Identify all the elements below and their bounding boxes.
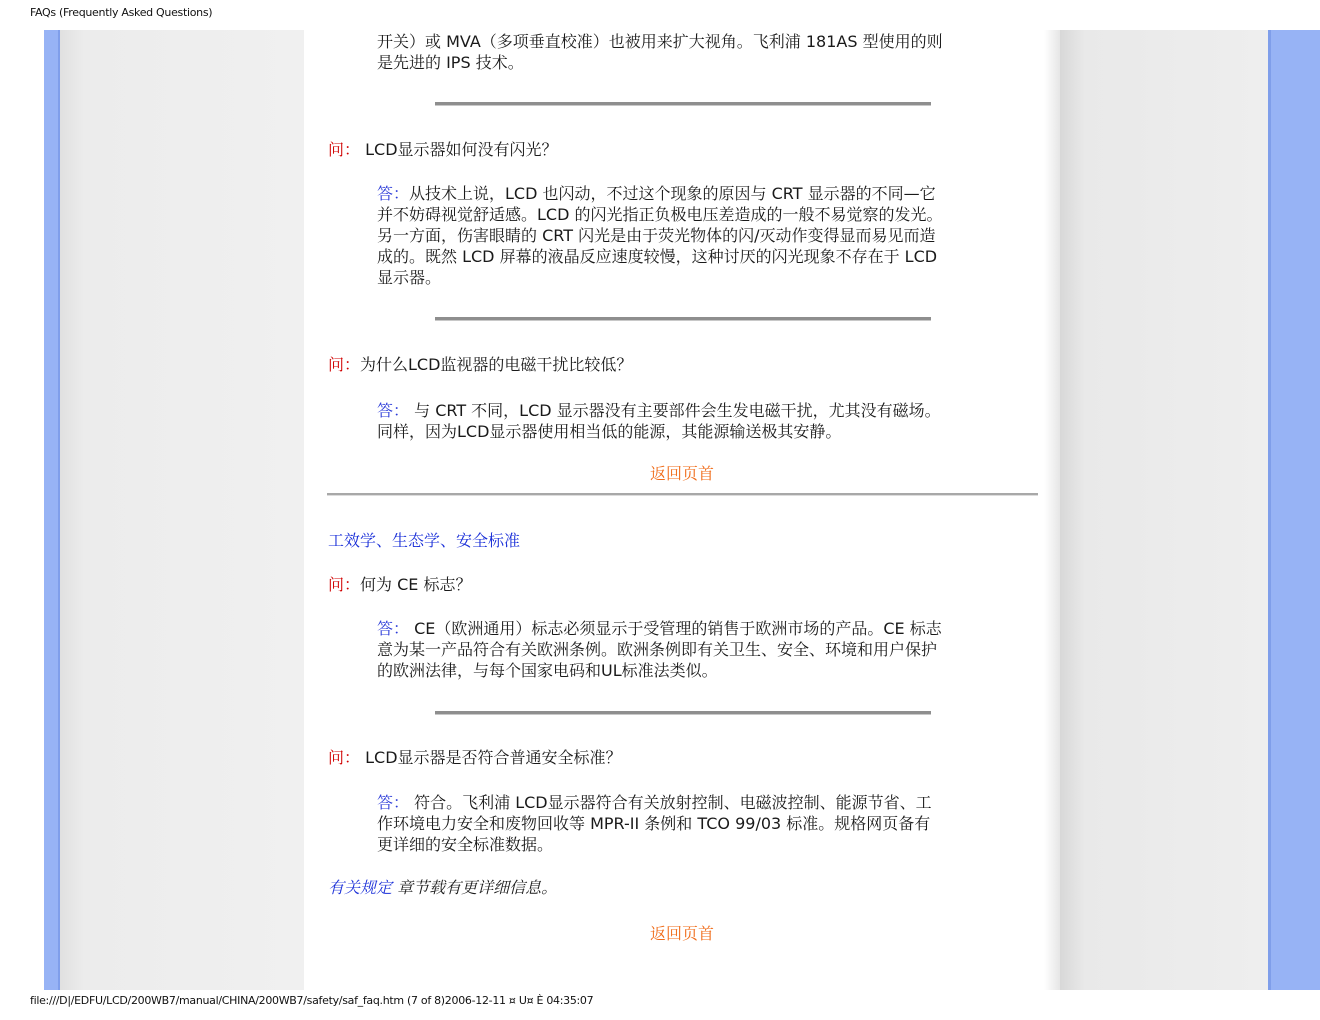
answer-ce — [377, 618, 997, 681]
answer-line: 同样，因为LCD显示器使用相当低的能源，其能源输送极其安静。 — [377, 422, 842, 441]
answer-label: 答： — [377, 619, 410, 638]
question-label: 问： — [328, 140, 361, 159]
separator — [435, 317, 931, 321]
answer-line: 成的。既然 LCD 屏幕的液晶反应速度较慢，这种讨厌的闪光现象不存在于 LCD — [377, 247, 938, 266]
back-to-top-link[interactable]: 返回页首 — [649, 464, 714, 483]
question-safety — [328, 747, 622, 768]
right-blue-bar — [1268, 30, 1320, 990]
answer-line: 从技术上说，LCD 也闪动，不过这个现象的原因与 CRT 显示器的不同—它 — [409, 184, 936, 203]
question-label: 问： — [328, 575, 361, 594]
question-text: 为什么LCD监视器的电磁干扰比较低？ — [360, 355, 633, 374]
answer-label: 答： — [377, 401, 410, 420]
intro-paragraph — [377, 31, 997, 73]
answer-emi — [377, 400, 997, 442]
question-flicker — [328, 139, 558, 160]
back-to-top-link[interactable]: 返回页首 — [649, 924, 714, 943]
question-emi — [328, 354, 632, 375]
answer-line: 另一方面，伤害眼睛的 CRT 闪光是由于荧光物体的闪/灭动作变得显而易见而造 — [377, 226, 936, 245]
separator — [435, 711, 931, 715]
intro-line: 开关）或 MVA（多项垂直校准）也被用来扩大视角。飞利浦 181AS 型使用的则 — [377, 32, 943, 51]
question-text: LCD显示器是否符合普通安全标准？ — [360, 748, 622, 767]
intro-line: 是先进的 IPS 技术。 — [377, 53, 524, 72]
answer-line: 作环境电力安全和废物回收等 MPR-II 条例和 TCO 99/03 标准。规格网页备有 — [377, 814, 931, 833]
answer-flicker — [377, 183, 997, 288]
right-shadow — [1044, 30, 1060, 990]
answer-safety — [377, 792, 997, 855]
left-blue-bar — [44, 30, 60, 990]
answer-line: 符合。飞利浦 LCD显示器符合有关放射控制、电磁波控制、能源节省、工 — [409, 793, 932, 812]
answer-line: 的欧洲法律，与每个国家电码和UL标准法类似。 — [377, 661, 718, 680]
left-gray-panel — [60, 30, 304, 990]
question-label: 问： — [328, 748, 361, 767]
answer-line: 并不妨碍视觉舒适感。LCD 的闪光指正负极电压差造成的一般不易觉察的发光。 — [377, 205, 943, 224]
question-text: LCD显示器如何没有闪光？ — [360, 140, 558, 159]
answer-label: 答： — [377, 184, 410, 203]
page-footer-path: file:///D|/EDFU/LCD/200WB7/manual/CHINA/200WB7/safety/saf_faq.htm (7 of 8)2006-12-11 ¤ U¤ È 04:35:07 — [30, 994, 594, 1007]
page-header-title: FAQs (Frequently Asked Questions) — [30, 6, 213, 19]
answer-line: CE（欧洲通用）标志必须显示于受管理的销售于欧洲市场的产品。CE 标志 — [409, 619, 942, 638]
section-divider — [327, 493, 1038, 496]
separator — [435, 102, 931, 106]
answer-line: 与 CRT 不同，LCD 显示器没有主要部件会生发电磁干扰，尤其没有磁场。 — [409, 401, 941, 420]
answer-line: 显示器。 — [377, 268, 442, 287]
answer-label: 答： — [377, 793, 410, 812]
regulatory-text: 章节载有更详细信息。 — [392, 878, 558, 897]
question-ce — [328, 574, 471, 595]
regulatory-note — [328, 877, 557, 898]
right-gray-panel — [1060, 30, 1268, 990]
section-title: 工效学、生态学、安全标准 — [328, 531, 521, 550]
question-label: 问： — [328, 355, 361, 374]
regulatory-link[interactable]: 有关规定 — [328, 878, 393, 897]
answer-line: 更详细的安全标准数据。 — [377, 835, 554, 854]
question-text: 何为 CE 标志？ — [360, 575, 472, 594]
answer-line: 意为某一产品符合有关欧洲条例。欧洲条例即有关卫生、安全、环境和用户保护 — [377, 640, 938, 659]
